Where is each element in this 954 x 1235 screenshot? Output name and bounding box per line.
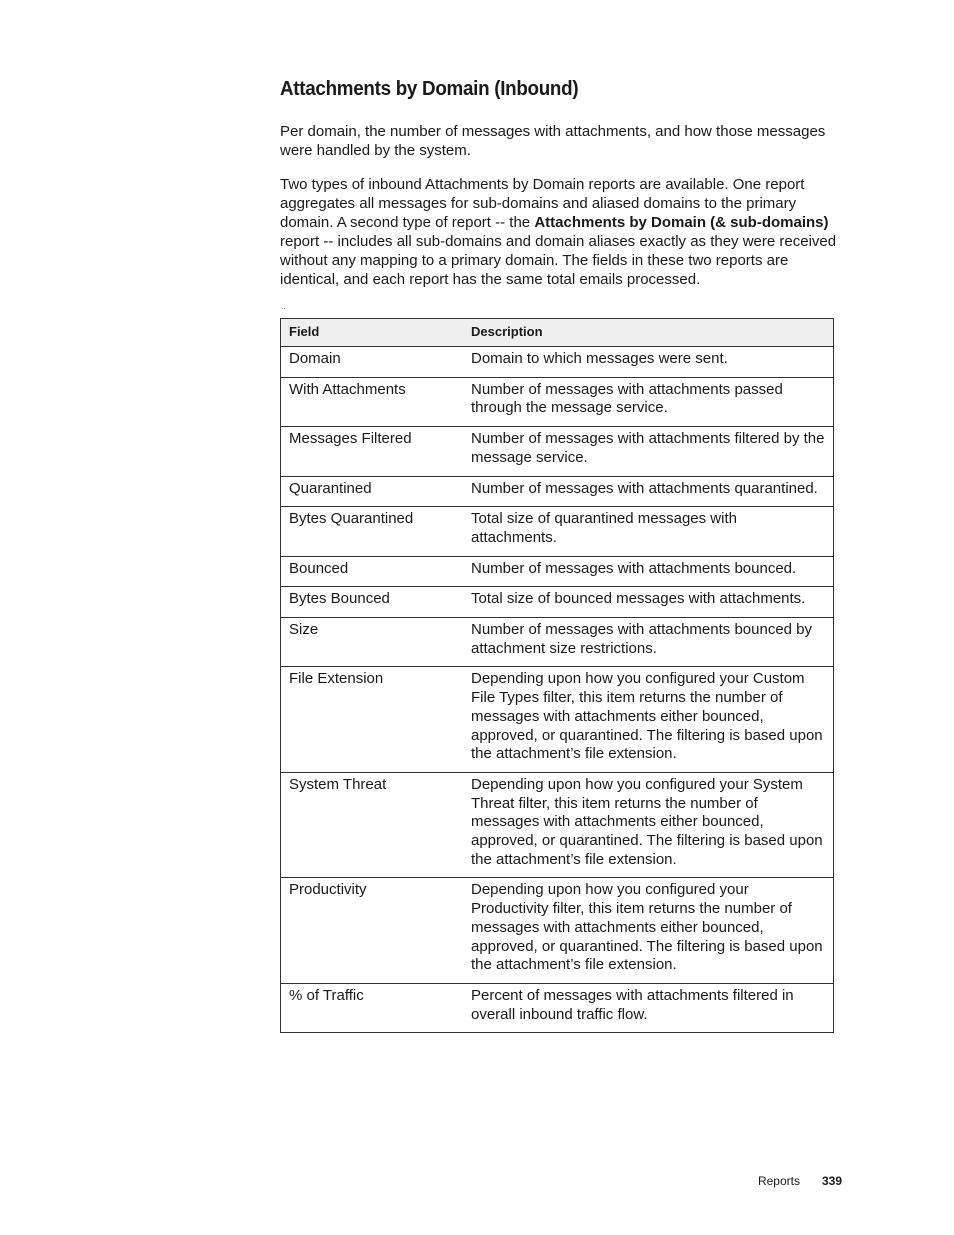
field-name: File Extension (281, 667, 464, 773)
field-description: Total size of quarantined messages with attachments. (463, 507, 834, 556)
field-description: Domain to which messages were sent. (463, 347, 834, 378)
table-row (281, 983, 834, 1032)
table-row (281, 618, 834, 667)
paragraph-text: Two types of inbound Attachments by Domain reports are available. One report aggregates all messages for sub-domains and aliased domains to the primary domain. A second type of report -- the (280, 176, 805, 231)
field-description: Number of messages with attachments quarantined. (463, 476, 834, 507)
report-name-bold: Attachments by Domain (& sub-domains) (534, 214, 829, 231)
field-description: Total size of bounced messages with attachments. (463, 587, 834, 618)
field-description: Depending upon how you configured your System Threat filter, this item returns the number of messages with attachments either bounced, approved, or quarantined. The filtering is based upon the attachment’s file extension. (463, 772, 834, 878)
field-description: Number of messages with attachments filtered by the message service. (463, 427, 834, 476)
table-header-row (281, 319, 834, 347)
table-row (281, 878, 834, 984)
field-name: Messages Filtered (281, 427, 464, 476)
table-row (281, 476, 834, 507)
field-description: Number of messages with attachments bounced by attachment size restrictions. (463, 618, 834, 667)
table-row (281, 507, 834, 556)
column-header-description: Description (463, 319, 834, 347)
field-name: Bytes Quarantined (281, 507, 464, 556)
field-name: Productivity (281, 878, 464, 984)
footer-section-label: Reports (757, 1174, 800, 1188)
paragraph-text: report -- includes all sub-domains and domain aliases exactly as they were received without any mapping to a primary domain. The fields in these two reports are identical, and each report has the same total emails processed. (280, 233, 837, 288)
field-description: Depending upon how you configured your Custom File Types filter, this item returns the number of messages with attachments either bounced, approved, or quarantined. The filtering is based upon the attachment’s file extension. (463, 667, 834, 773)
field-name: Domain (281, 347, 464, 378)
table-row (281, 556, 834, 587)
page-number: 339 (821, 1174, 842, 1188)
field-description: Depending upon how you configured your Productivity filter, this item returns the number of messages with attachments either bounced, approved, or quarantined. The filtering is based upon the attachment’s file extension. (463, 878, 834, 984)
table-row (281, 667, 834, 773)
field-name: Bounced (281, 556, 464, 587)
field-name: Bytes Bounced (281, 587, 464, 618)
field-name: Quarantined (281, 476, 464, 507)
table-marker: .. (281, 302, 286, 311)
intro-paragraph: Per domain, the number of messages with attachments, and how those messages were handled by the system. (280, 123, 826, 159)
report-types-paragraph (280, 175, 842, 289)
column-header-field: Field (281, 319, 464, 347)
table-row (281, 587, 834, 618)
table-row (281, 347, 834, 378)
field-name: % of Traffic (281, 983, 464, 1032)
page-title: Attachments by Domain (Inbound) (280, 78, 579, 100)
field-name: System Threat (281, 772, 464, 878)
field-description: Number of messages with attachments passed through the message service. (463, 377, 834, 426)
field-name: Size (281, 618, 464, 667)
table-row (281, 377, 834, 426)
field-description: Number of messages with attachments bounced. (463, 556, 834, 587)
fields-table (280, 318, 834, 1033)
table-row (281, 427, 834, 476)
field-name: With Attachments (281, 377, 464, 426)
table-row (281, 772, 834, 878)
page-footer (758, 1174, 842, 1188)
field-description: Percent of messages with attachments filtered in overall inbound traffic flow. (463, 983, 834, 1032)
